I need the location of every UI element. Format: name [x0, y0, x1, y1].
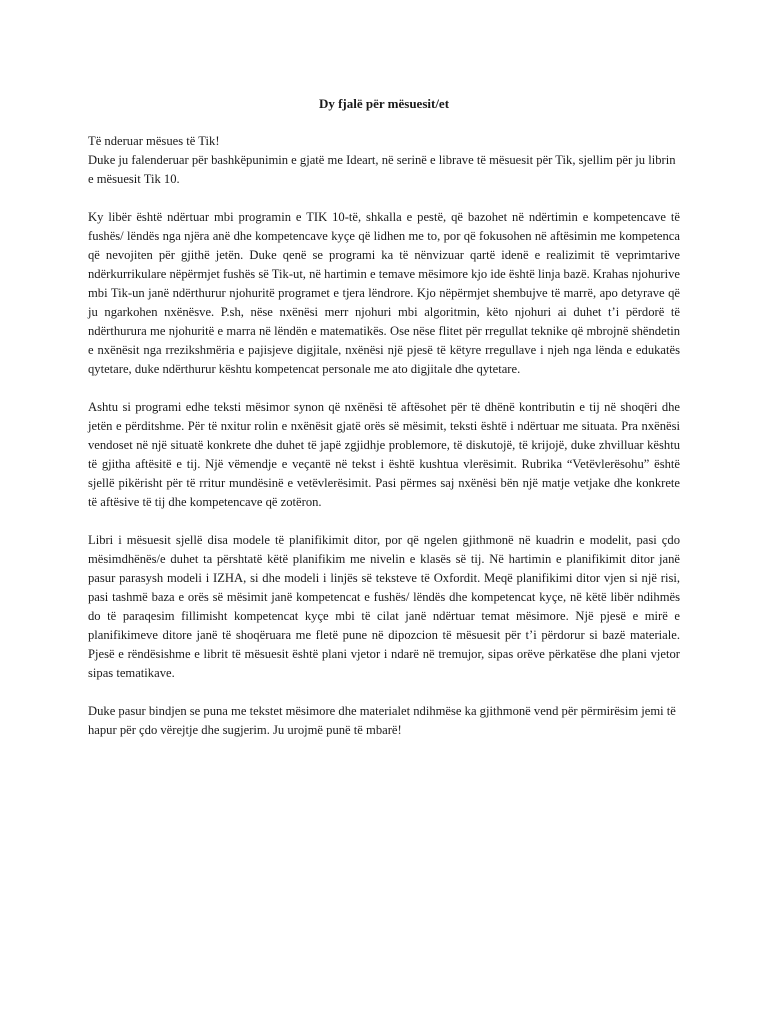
greeting-line: Duke ju falenderuar për bashkëpunimin e gjatë me Ideart, në serinë e librave të mësuesit për Tik, sjellim për ju librin e mësuesit Tik 10. — [88, 153, 676, 186]
body-paragraph: Libri i mësuesit sjellë disa modele të planifikimit ditor, por që ngelen gjithmonë në kuadrin e modelit, pasi çdo mësimdhënës/e duhet ta përshtatë këtë planifikim me nivelin e klasës së tij. Në hartimin e planifikimit ditor janë pasur parasysh modeli i IZHA, si dhe modeli i linjës së teksteve të Oxfordit. Meqë planifikimi ditor vjen si një risi, pasi tashmë baza e orës së mësimit janë kompetencat e fushës/ lëndës dhe kompetencat kyçe, në këtë libër ndihmës do të paraqesim fillimisht kompetencat kyçe mbi të cilat janë ndërtuar temat mësimore. Një pjesë e mirë e planifikimeve ditore janë të shoqëruara me fletë pune në dipozcion të mësuesit për t’i përdorur si bazë materiale. Pjesë e rëndësishme e librit të mësuesit është plani vjetor i ndarë në tremujor, sipas orëve përkatëse dhe plani vjetor sipas tematikave. — [88, 533, 680, 680]
body-paragraph: Ky libër është ndërtuar mbi programin e TIK 10-të, shkalla e pestë, që bazohet në ndërtimin e kompetencave të fushës/ lëndës nga njëra anë dhe kompetencave kyçe që lidhen me to, por që fokusohen në aftësimin me kompetenca që nevojiten për gjithë jetën. Duke qenë se programi ka të nënvizuar qartë idenë e realizimit të veprimtarive ndërkurrikulare nëpërmjet fushës së Tik-ut, në hartimin e temave mësimore kjo ide është linja bazë. Krahas njohurive mbi Tik-un janë ndërthurur njohuritë programet e tjera lëndrore. Kjo nëpërmjet shembujve të marrë, apo detyrave që ju ngarkohen nxënësve. P.sh, nëse nxënësi merr njohuri mbi algoritmin, këto njohuri ai duhet t’i përdorë të ndërthurura me njohuritë e marra në lëndën e matematikës. Ose nëse flitet për rregullat teknike që mbrojnë shëndetin e nxënësit nga rrezikshmëria e pajisjeve digjitale, nxënësi një pjesë të këtyre rregullave i njeh nga lënda e edukatës qytetare, duke ndërthurur kështu kompetencat personale me ato digjitale dhe qytetare. — [88, 210, 680, 376]
greeting-line: Të nderuar mësues të Tik! — [88, 134, 220, 148]
document-title: Dy fjalë për mësuesit/et — [318, 96, 450, 111]
body-paragraph: Ashtu si programi edhe teksti mësimor synon që nxënësi të aftësohet për të dhënë kontributin e tij në shoqëri dhe jetën e përditshme. Për të nxitur rolin e nxënësit gjatë orës së mësimit, teksti është i ndërtuar me situata. Pra nxënësi vendoset në një situatë konkrete dhe duhet të japë zgjidhje problemore, të diskutojë, të krijojë, duke zhvilluar kështu të gjitha aftësitë e tij. Një vëmendje e veçantë në tekst i është kushtua vlerësimit. Rubrika “Vetëvlerësohu” është sjellë pikërisht për të rritur mundësinë e vetëvlerësimit. Pasi përmes saj nxënësi bën një matje vetjake dhe konkrete të aftësive të tij dhe kompetencave që zotëron. — [88, 400, 680, 509]
body-paragraph: Duke pasur bindjen se puna me tekstet mësimore dhe materialet ndihmëse ka gjithmonë vend për përmirësim jemi të hapur për çdo vërejtje dhe sugjerim. Ju urojmë punë të mbarë! — [88, 704, 676, 737]
document-content — [88, 94, 680, 759]
greeting-block — [88, 132, 680, 189]
